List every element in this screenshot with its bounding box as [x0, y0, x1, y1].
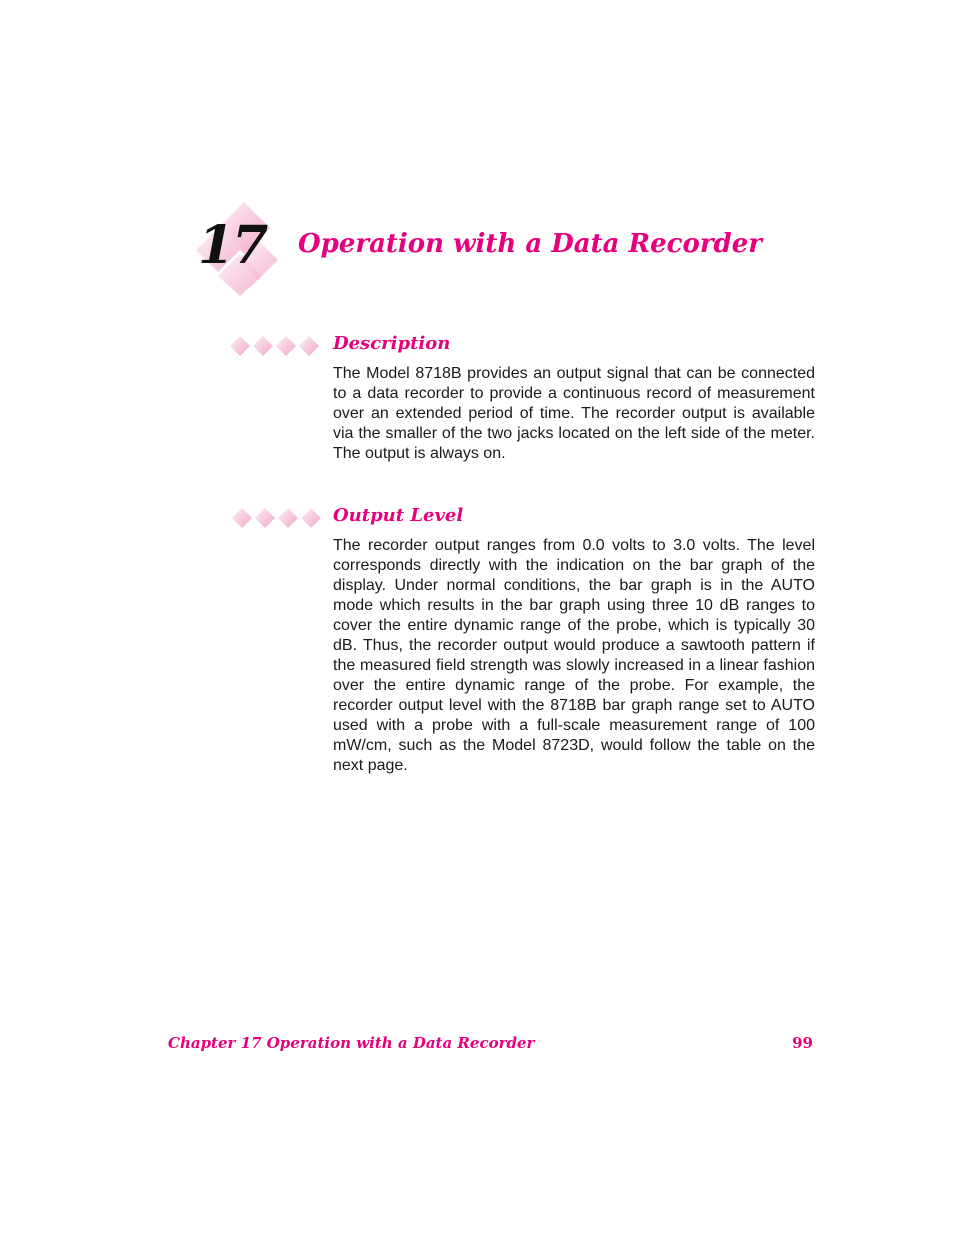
section-paragraph: The recorder output ranges from 0.0 volts to 3.0 volts. The level corresponds directly with the indication on the bar graph of the display. Under normal conditions, the bar graph is in the AUTO mode which results in the bar graph using three 10 dB ranges to cover the entire dynamic range of the probe, which is typically 30 dB. Thus, the recorder output would produce a sawtooth pattern if the measured field strength was slowly increased in a linear fashion over the entire dynamic range of the probe. For example, the recorder output level with the 8718B bar graph range set to AUTO used with a probe with a full-scale measurement range of 100 mW/cm, such as the Model 8723D, would follow the table on the next page.: [333, 537, 815, 774]
chapter-header: [192, 198, 812, 298]
footer-chapter-title: Chapter 17 Operation with a Data Recorder: [168, 1034, 535, 1052]
four-diamonds-icon: [228, 506, 322, 530]
section-heading: Description: [333, 333, 451, 354]
section-paragraph: The Model 8718B provides an output signal that can be connected to a data recorder to provide a continuous record of measurement over an extended period of time. The recorder output is available via the smaller of the two jacks located on the left side of the meter. The output is always on.: [333, 365, 815, 462]
chapter-number: 17: [198, 215, 267, 276]
page-number: 99: [792, 1034, 813, 1052]
section-heading: Output Level: [333, 505, 464, 526]
chapter-title: Operation with a Data Recorder: [298, 229, 762, 259]
four-diamonds-icon: [228, 334, 322, 358]
page-footer: [168, 1030, 813, 1056]
